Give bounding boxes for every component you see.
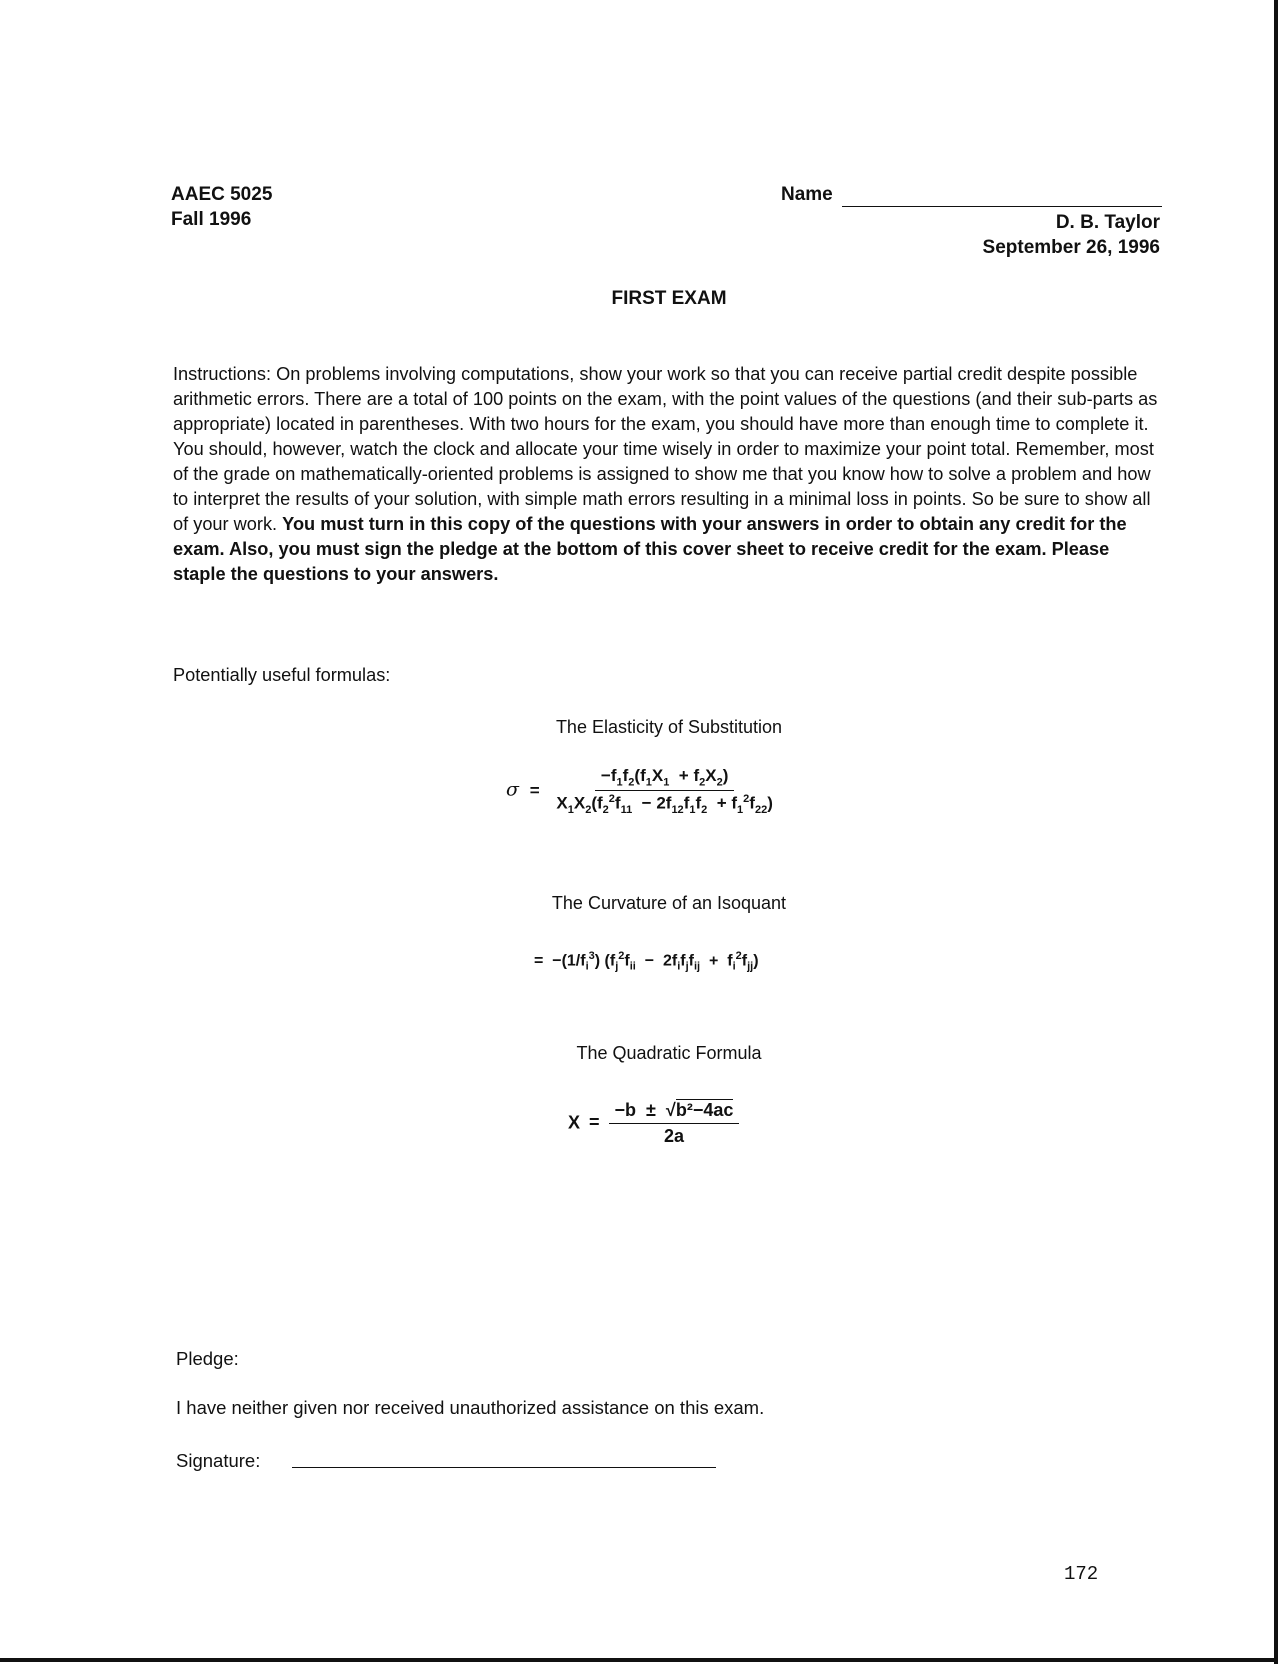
- page-title: FIRST EXAM: [611, 288, 727, 309]
- formulas-label: Potentially useful formulas:: [173, 665, 391, 685]
- instructions-paragraph: [173, 362, 1163, 587]
- elasticity-fraction: [550, 766, 779, 816]
- signature-label: Signature:: [176, 1450, 261, 1471]
- equals-sign: =: [529, 780, 540, 800]
- pledge-statement: I have neither given nor received unauthorized assistance on this exam.: [176, 1397, 765, 1418]
- elasticity-numerator: $-f_1f_2(f_1X_1 + f_2X_2)$: [595, 766, 734, 791]
- name-label: Name: [781, 184, 833, 205]
- quadratic-numerator: −b ± √b²−4ac: [609, 1100, 740, 1124]
- equals-sign: =: [589, 1112, 600, 1133]
- pledge-label: Pledge:: [176, 1348, 239, 1369]
- page-edge-bottom: [0, 1658, 1278, 1662]
- course-code: AAEC 5025: [171, 184, 273, 205]
- instructor-name: D. B. Taylor: [1055, 212, 1160, 233]
- elasticity-formula: [506, 766, 846, 816]
- page-edge-right: [1274, 0, 1278, 1664]
- exam-date: September 26, 1996: [982, 237, 1160, 258]
- quadratic-formula: X = $\frac{\text{−b ± √b²−4ac}}{2a}$: [568, 1100, 739, 1147]
- name-field-line[interactable]: [842, 206, 1162, 207]
- elasticity-denominator: $X_1X_2(f_2^2f_{11} - 2f_{12}f_1f_2 + f_1^2f_{22})$: [556, 793, 773, 817]
- elasticity-title: The Elasticity of Substitution: [555, 717, 783, 737]
- quadratic-denominator: 2a: [663, 1126, 684, 1146]
- curvature-title: The Curvature of an Isoquant: [551, 893, 787, 913]
- instructions-bold-text: You must turn in this copy of the questions with your answers in order to obtain any credit for the exam. Also, you must sign the pledge at the bottom of this cover sheet to receive credit for the exam. Please staple the questions to your answers.: [173, 514, 1127, 584]
- signature-field-line[interactable]: [292, 1467, 716, 1468]
- sigma-symbol: σ: [506, 778, 519, 801]
- quadratic-title: The Quadratic Formula: [576, 1043, 762, 1063]
- curvature-formula: = $-(1/f_i^3) (f_j^2f_{ii} - 2f_if_jf_{ij} + f_i^2f_{jj})$: [534, 950, 759, 973]
- instructions-text: Instructions: On problems involving computations, show your work so that you can receive partial credit despite possible arithmetic errors. There are a total of 100 points on the exam, with the point values of the questions (and their sub-parts as appropriate) located in parentheses. With two hours for the exam, you should have more than enough time to complete it. You should, however, watch the clock and allocate your time wisely in order to maximize your point total. Remember, most of the grade on mathematically-oriented problems is assigned to show me that you know how to solve a problem and how to interpret the results of your solution, with simple math errors resulting in a minimal loss in points. So be sure to show all of your work.: [173, 364, 1158, 534]
- page-number: 172: [1064, 1563, 1099, 1585]
- quadratic-fraction: [609, 1100, 740, 1147]
- course-term: Fall 1996: [171, 209, 252, 230]
